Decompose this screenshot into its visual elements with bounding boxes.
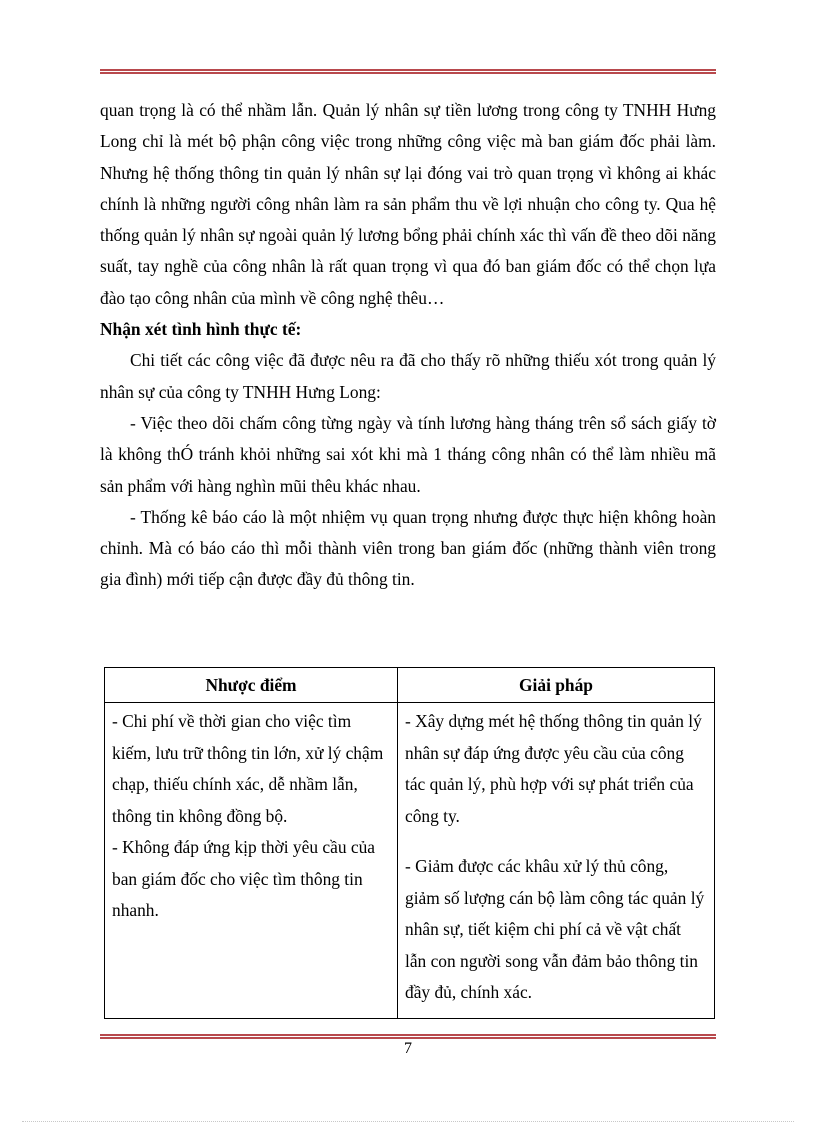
page-edge-dotted-line [22,1121,794,1122]
page-body [100,95,716,596]
spacer [405,832,706,851]
solution-item: - Xây dựng mét hệ thống thông tin quản lý nhân sự đáp ứng được yêu cầu của công tác quản lý, phù hợp với sự phát triển của công ty. [405,711,702,826]
point-paragraph-1: - Việc theo dõi chấm công từng ngày và tính lương hàng tháng trên sổ sách giấy tờ là không thÓ tránh khỏi những sai xót khi mà 1 tháng công nhân có thể làm nhiều mã sản phẩm với hàng nghìn mũi thêu khác nhau. [100,412,716,496]
weaknesses-cell [105,703,398,1019]
header-rule [100,69,716,74]
footer-rule [100,1034,716,1039]
header-weaknesses: Nhược điểm [105,668,398,703]
section-heading: Nhận xét tình hình thực tế: [100,319,302,340]
table-row [105,703,715,1019]
solutions-cell [398,703,715,1019]
page-number: 7 [404,1040,412,1057]
weakness-item: - Chi phí về thời gian cho việc tìm kiếm, lưu trữ thông tin lớn, xử lý chậm chạp, thiếu chính xác, dễ nhầm lẫn, thông tin không đồng bộ. [112,711,384,826]
header-solutions: Giải pháp [398,668,715,703]
weakness-item: - Không đáp ứng kịp thời yêu cầu của ban giám đốc cho việc tìm thông tin nhanh. [112,837,375,920]
table-header-row [105,668,715,703]
intro-paragraph: Chi tiết các công việc đã được nêu ra đã cho thấy rõ những thiếu xót trong quản lý nhân sự của công ty TNHH Hưng Long: [100,350,716,402]
solution-item: - Giảm được các khâu xử lý thủ công, giảm số lượng cán bộ làm công tác quản lý nhân sự, tiết kiệm chi phí cả về vật chất lẫn con người song vẫn đảm bảo thông tin đầy đủ, chính xác. [405,856,705,1002]
continued-paragraph: quan trọng là có thể nhầm lẫn. Quản lý nhân sự tiền lương trong công ty TNHH Hưng Long chỉ là mét bộ phận công việc trong những công việc mà ban giám đốc phải làm. Nhưng hệ thống thông tin quản lý nhân sự lại đóng vai trò quan trọng vì không ai khác chính là những người công nhân làm ra sản phẩm thu về lợi nhuận cho công ty. Qua hệ thống quản lý nhân sự ngoài quản lý lương bổng phải chính xác thì vấn đề theo dõi năng suất, tay nghề của công nhân là rất quan trọng vì qua đó ban giám đốc có thể chọn lựa đào tạo công nhân của mình về công nghệ thêu… [100,100,716,308]
comparison-table [104,667,715,1019]
point-paragraph-2: - Thống kê báo cáo là một nhiệm vụ quan trọng nhưng được thực hiện không hoàn chỉnh. Mà có báo cáo thì mỗi thành viên trong ban giám đốc (những thành viên trong gia đình) mới tiếp cận được đầy đủ thông tin. [100,506,716,590]
